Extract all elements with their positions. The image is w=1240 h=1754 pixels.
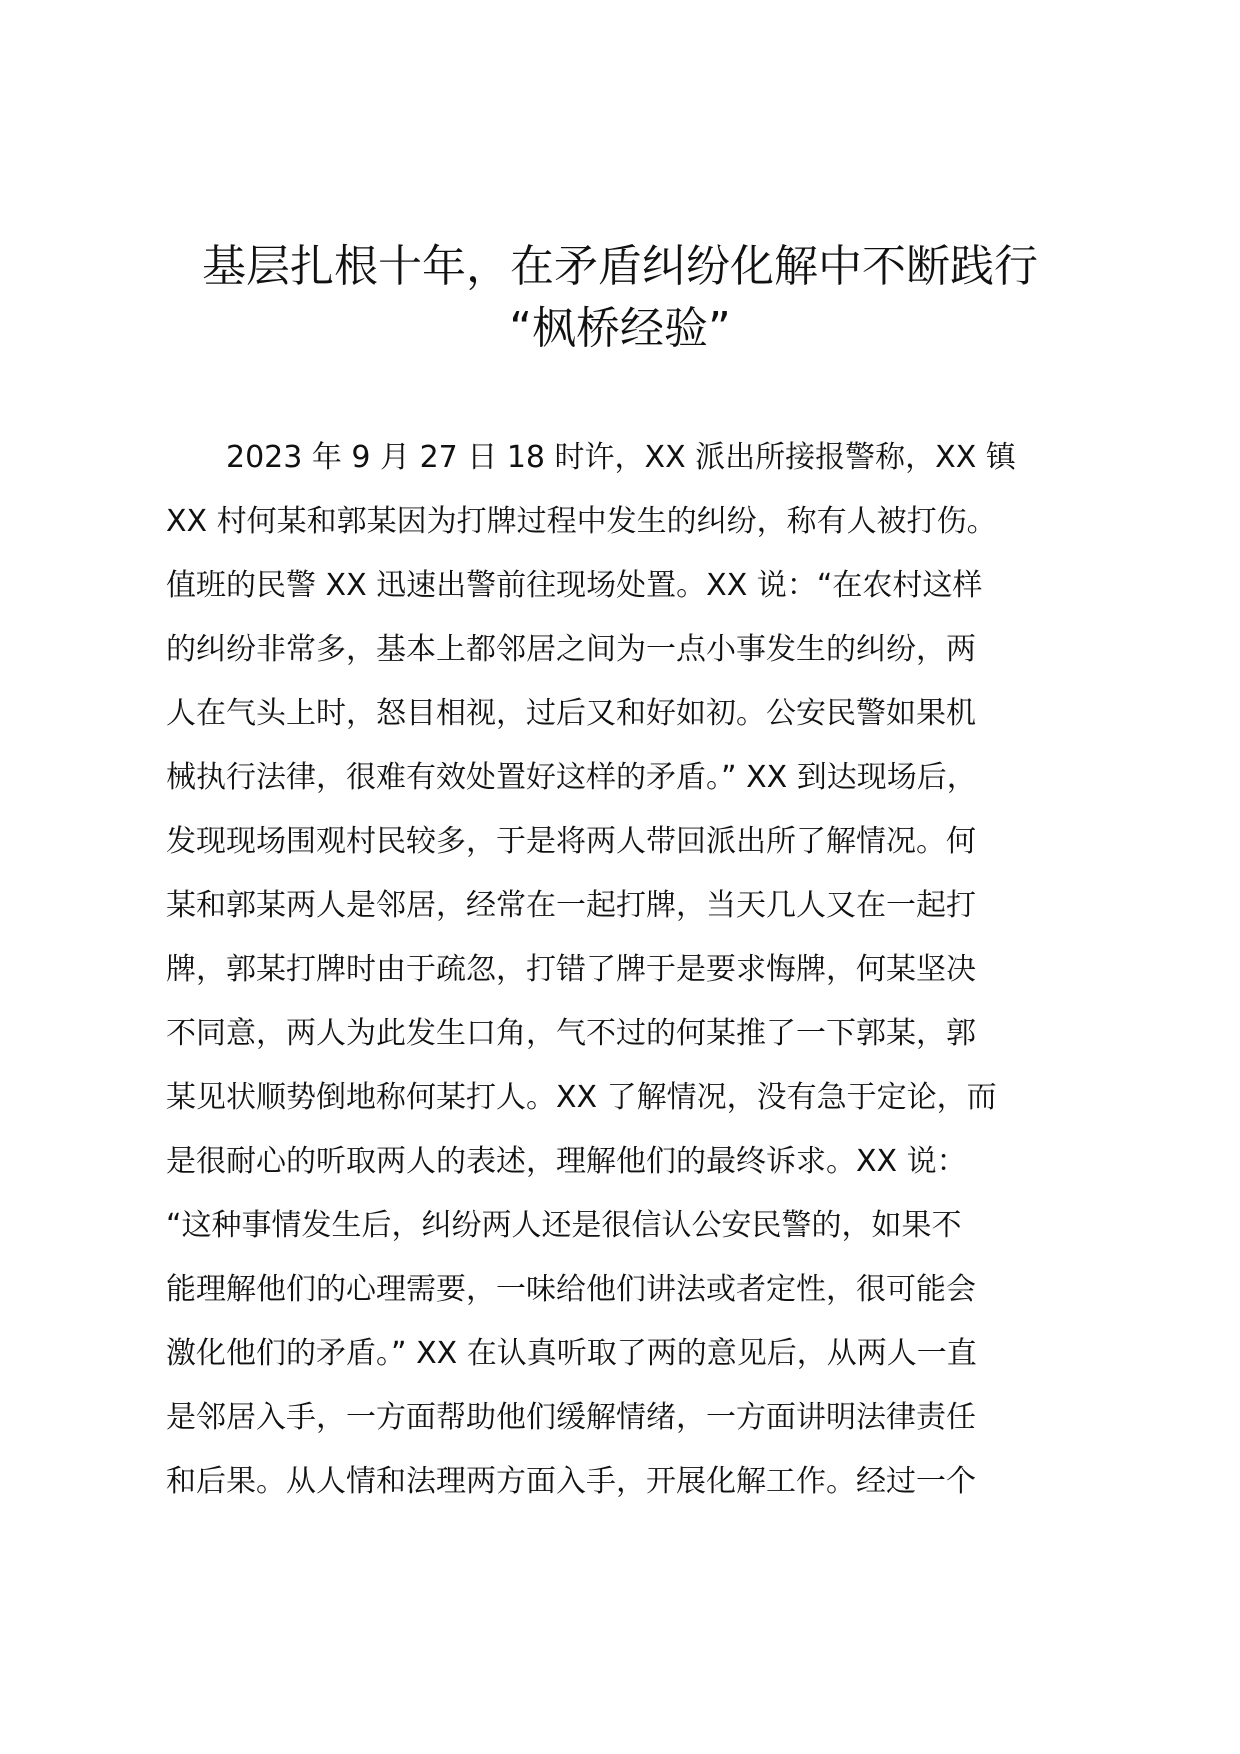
paragraph-line: 牌，郭某打牌时由于疏忽，打错了牌于是要求悔牌，何某坚决 (166, 952, 976, 987)
paragraph-line: 值班的民警 XX 迅速出警前往现场处置。XX 说：“在农村这样 (166, 568, 983, 603)
paragraph-line: 械执行法律，很难有效处置好这样的矛盾。” XX 到达现场后， (166, 760, 977, 795)
body-paragraph (166, 426, 1086, 1514)
paragraph-line: 某见状顺势倒地称何某打人。XX 了解情况，没有急于定论，而 (166, 1080, 997, 1115)
paragraph-line: 某和郭某两人是邻居，经常在一起打牌，当天几人又在一起打 (166, 888, 976, 923)
paragraph-line: 发现现场围观村民较多，于是将两人带回派出所了解情况。何 (166, 824, 976, 859)
title-line-2: “枫桥经验” (509, 303, 731, 354)
document-title (150, 236, 1090, 360)
paragraph-line: 是邻居入手，一方面帮助他们缓解情绪，一方面讲明法律责任 (166, 1400, 976, 1435)
paragraph-line: 激化他们的矛盾。” XX 在认真听取了两的意见后，从两人一直 (166, 1336, 977, 1371)
paragraph-line: 不同意，两人为此发生口角，气不过的何某推了一下郭某，郭 (166, 1016, 976, 1051)
paragraph-line: 能理解他们的心理需要，一味给他们讲法或者定性，很可能会 (166, 1272, 976, 1307)
paragraph-line: “这种事情发生后，纠纷两人还是很信认公安民警的，如果不 (166, 1208, 962, 1243)
paragraph-line: 人在气头上时，怒目相视，过后又和好如初。公安民警如果机 (166, 696, 976, 731)
title-line-1: 基层扎根十年，在矛盾纠纷化解中不断践行 (202, 241, 1038, 292)
paragraph-line: 2023 年 9 月 27 日 18 时许，XX 派出所接报警称，XX 镇 (226, 440, 1016, 475)
paragraph-line: 和后果。从人情和法理两方面入手，开展化解工作。经过一个 (166, 1464, 976, 1499)
paragraph-line: 的纠纷非常多，基本上都邻居之间为一点小事发生的纠纷，两 (166, 632, 976, 667)
paragraph-line: 是很耐心的听取两人的表述，理解他们的最终诉求。XX 说： (166, 1144, 967, 1179)
paragraph-line: XX 村何某和郭某因为打牌过程中发生的纠纷，称有人被打伤。 (166, 504, 997, 539)
